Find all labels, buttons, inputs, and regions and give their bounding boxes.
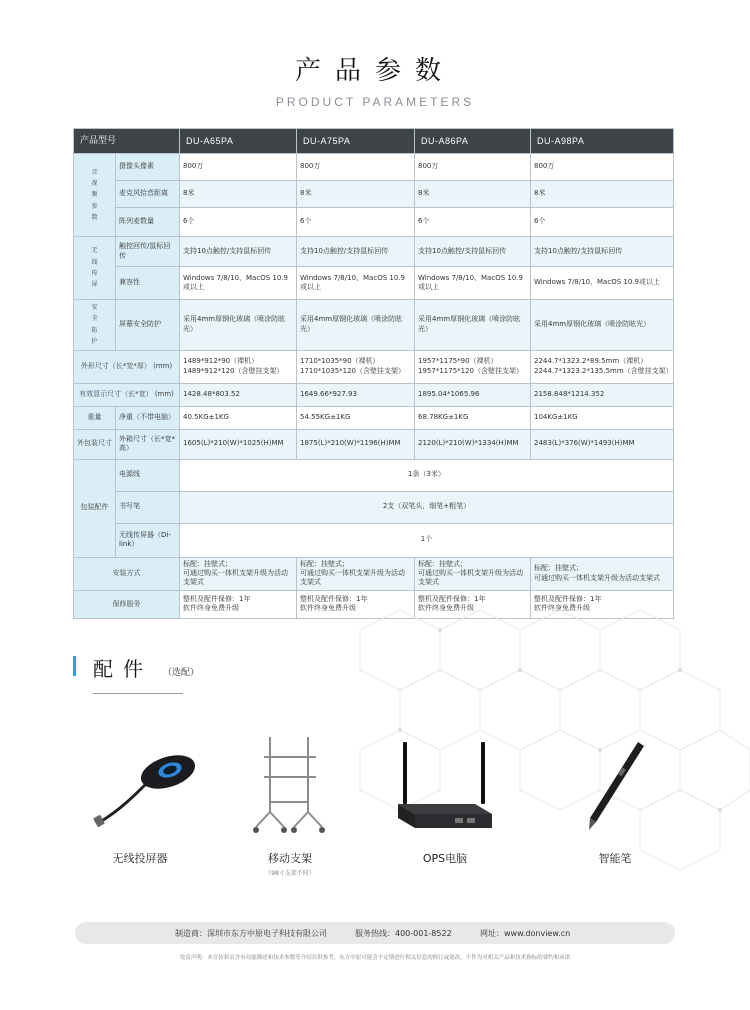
cell: 1个 — [180, 523, 674, 557]
row-label-package: 外包装尺寸 — [74, 429, 116, 459]
row-label: 阵列麦数量 — [116, 208, 180, 237]
table-row — [74, 429, 674, 459]
cell: 40.5KG±1KG — [180, 406, 297, 429]
cell: 8米 — [297, 181, 415, 208]
row-label: 触控回传/鼠标回传 — [116, 237, 180, 267]
group-label-safety: 安 全 防 护 — [74, 300, 116, 351]
cell: 2支（双笔头，细笔+粗笔） — [180, 491, 674, 523]
cell: 2120(L)*210(W)*1334(H)MM — [415, 429, 531, 459]
cell: 1710*1035*90（裸机） 1710*1035*120（含壁挂支架） — [297, 350, 415, 383]
cell: Windows 7/8/10、MacOS 10.9或以上 — [531, 267, 674, 300]
cell: 1875(L)*210(W)*1196(H)MM — [297, 429, 415, 459]
table-row — [74, 350, 674, 383]
header-model: DU-A98PA — [531, 129, 674, 154]
footer-bar — [75, 922, 675, 944]
cell: 采用4mm厚钢化玻璃（喷涂防眩光） — [531, 300, 674, 351]
product-pen — [580, 850, 650, 866]
cell: 2244.7*1323.2*89.5mm（裸机） 2244.7*1323.2*135.5mm（含壁挂支架） — [531, 350, 674, 383]
row-label: 屏幕安全防护 — [116, 300, 180, 351]
cell: 1957*1175*90（裸机） 1957*1175*120（含壁挂支架） — [415, 350, 531, 383]
product-note: （98寸支架不同） — [265, 870, 315, 877]
row-label: 摄像头像素 — [116, 154, 180, 181]
cell: 支持10点触控/支持鼠标回传 — [415, 237, 531, 267]
cell: 68.78KG±1KG — [415, 406, 531, 429]
cell: 6个 — [297, 208, 415, 237]
cell: 标配：挂壁式； 可通过购买一体机支架升级为活动支架式 — [415, 557, 531, 590]
cell: 8米 — [531, 181, 674, 208]
cell: 整机及配件保修：1年 软件终身免费升级 — [415, 590, 531, 618]
footer-website[interactable]: 网址：www.donview.cn — [480, 929, 571, 938]
table-row — [74, 406, 674, 429]
row-label-weight: 重量 — [74, 406, 116, 429]
table-row — [74, 267, 674, 300]
product-label: 无线投屏器 — [112, 852, 168, 865]
cell: 6个 — [180, 208, 297, 237]
hexagon-pattern-icon — [300, 600, 750, 920]
header-model: DU-A86PA — [415, 129, 531, 154]
row-label: 兼容性 — [116, 267, 180, 300]
mobile-stand-icon — [250, 732, 330, 840]
row-sublabel: 无线传屏器（Di-link） — [116, 523, 180, 557]
row-label-size: 外形尺寸（长*宽*厚） (mm) — [74, 350, 180, 383]
cell: Windows 7/8/10、MacOS 10.9或以上 — [415, 267, 531, 300]
cell: 标配：挂壁式； 可通过购买一体机支架升级为活动支架式 — [297, 557, 415, 590]
header-model-label: 产品型号 — [74, 129, 180, 154]
cell: Windows 7/8/10、MacOS 10.9或以上 — [180, 267, 297, 300]
row-label-install: 安装方式 — [74, 557, 180, 590]
product-stand — [255, 850, 325, 877]
row-label-accessories: 包装配件 — [74, 459, 116, 557]
product-ops — [410, 850, 480, 866]
divider — [93, 693, 183, 694]
cell: 支持10点触控/支持鼠标回传 — [297, 237, 415, 267]
row-sublabel: 净重（不带电脑） — [116, 406, 180, 429]
cell: 标配：挂壁式； 可通过购买一体机支架升级为活动支架式 — [531, 557, 674, 590]
table-row — [74, 300, 674, 351]
product-dongle — [105, 850, 175, 866]
cell: 整机及配件保修：1年 软件终身免费升级 — [531, 590, 674, 618]
table-row — [74, 383, 674, 406]
cell: 1条（3米） — [180, 459, 674, 491]
table-row — [74, 237, 674, 267]
cell: 54.55KG±1KG — [297, 406, 415, 429]
row-sublabel: 书写笔 — [116, 491, 180, 523]
table-row — [74, 208, 674, 237]
row-sublabel: 电源线 — [116, 459, 180, 491]
row-label-display: 有效显示尺寸（长*宽） (mm) — [74, 383, 180, 406]
group-label-av: 音 视 频 参 数 — [74, 154, 116, 237]
cell: 8米 — [180, 181, 297, 208]
footer-hotline: 服务热线：400-001-8522 — [355, 929, 452, 938]
cell: 1649.66*927.93 — [297, 383, 415, 406]
ops-pc-icon — [395, 738, 495, 830]
spec-table — [73, 128, 674, 619]
group-label-wireless: 无 线 传 屏 — [74, 237, 116, 300]
cell: Windows 7/8/10、MacOS 10.9或以上 — [297, 267, 415, 300]
cell: 104KG±1KG — [531, 406, 674, 429]
wireless-dongle-icon — [90, 750, 200, 830]
cell: 1428.48*803.52 — [180, 383, 297, 406]
disclaimer: 免责声明：本宣传彩页含有功能描述和技术参数等介绍仅供参考，东方中原可能会不定期进行相关信息的修订或更改，不作为对相关产品和技术指标的要约和承诺 — [179, 955, 571, 961]
cell: 2483(L)*376(W)*1493(H)MM — [531, 429, 674, 459]
accent-bar — [73, 656, 76, 676]
cell: 800万 — [297, 154, 415, 181]
product-label: OPS电脑 — [422, 852, 468, 865]
cell: 800万 — [180, 154, 297, 181]
row-sublabel: 外箱尺寸（长*宽*高） — [116, 429, 180, 459]
accessories-note: （选配） — [163, 668, 200, 678]
table-row — [74, 181, 674, 208]
cell: 800万 — [415, 154, 531, 181]
cell: 采用4mm厚钢化玻璃（喷涂防眩光） — [415, 300, 531, 351]
table-row — [74, 459, 674, 491]
cell: 整机及配件保修：1年 软件终身免费升级 — [297, 590, 415, 618]
cell: 标配：挂壁式； 可通过购买一体机支架升级为活动支架式 — [180, 557, 297, 590]
row-label: 麦克风拾音距离 — [116, 181, 180, 208]
header-model: DU-A65PA — [180, 129, 297, 154]
cell: 2158.848*1214.352 — [531, 383, 674, 406]
table-header-row — [74, 129, 674, 154]
product-label: 移动支架 — [268, 852, 312, 865]
cell: 支持10点触控/支持鼠标回传 — [531, 237, 674, 267]
row-label-warranty: 保修服务 — [74, 590, 180, 618]
page-subtitle: PRODUCT PARAMETERS — [275, 95, 475, 109]
footer-maker: 制造商：深圳市东方中原电子科技有限公司 — [175, 929, 327, 938]
header-model: DU-A75PA — [297, 129, 415, 154]
cell: 8米 — [415, 181, 531, 208]
accessories-title: 配件 — [93, 657, 153, 681]
table-row — [74, 154, 674, 181]
cell: 800万 — [531, 154, 674, 181]
smart-pen-icon — [580, 738, 650, 833]
page-title: 产品参数 — [294, 56, 455, 86]
cell: 1895.04*1065.96 — [415, 383, 531, 406]
cell: 6个 — [531, 208, 674, 237]
cell: 整机及配件保修：1年 软件终身免费升级 — [180, 590, 297, 618]
cell: 1489*912*90（裸机） 1489*912*120（含壁挂支架） — [180, 350, 297, 383]
product-label: 智能笔 — [598, 852, 632, 865]
table-row — [74, 557, 674, 590]
table-row — [74, 491, 674, 523]
cell: 采用4mm厚钢化玻璃（喷涂防眩光） — [180, 300, 297, 351]
cell: 采用4mm厚钢化玻璃（喷涂防眩光） — [297, 300, 415, 351]
cell: 支持10点触控/支持鼠标回传 — [180, 237, 297, 267]
cell: 6个 — [415, 208, 531, 237]
cell: 1605(L)*210(W)*1025(H)MM — [180, 429, 297, 459]
table-row — [74, 523, 674, 557]
